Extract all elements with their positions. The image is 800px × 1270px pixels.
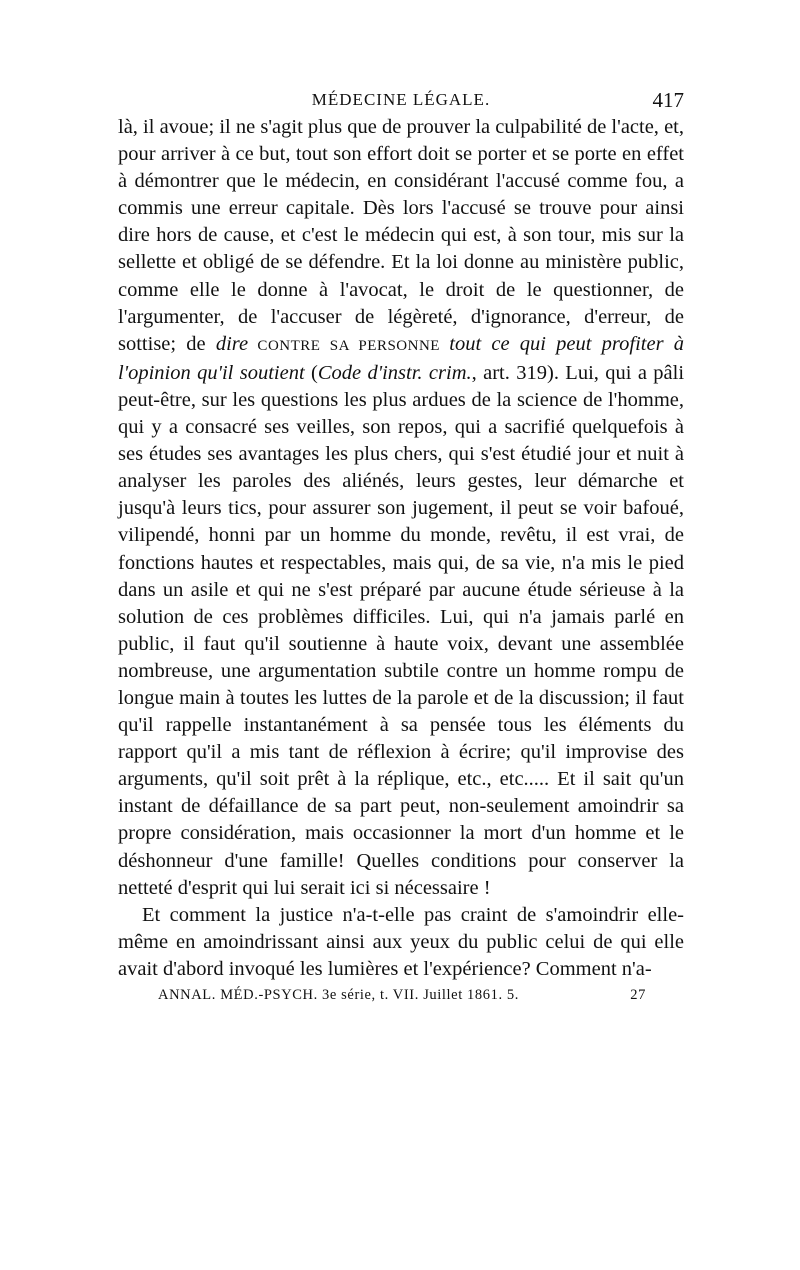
footer-signature (118, 987, 684, 1004)
p1-italic-code: Code d'instr. crim. (317, 361, 472, 384)
page-number: 417 (652, 88, 684, 112)
book-page (118, 78, 684, 1004)
p1-text-a: là, il avoue; il ne s'agit plus que de prouver la culpabilité de l'acte, et, pour arriver à ce but, tout son effort doit se porter et se porte en effet à démontrer que le médecin, en considérant l'accusé comme fou, a commis une erreur capitale. Dès lors l'accusé se trouve pour ainsi dire hors de cause, et c'est le médecin qui est, à son tour, mis sur la sellette et obligé de se défendre. Et la loi donne au ministère public, comme elle le donne à l'avocat, le droit de le questionner, de l'argumenter, de l'accuser de légèreté, d'ignorance, d'erreur, de sottise; de (118, 116, 684, 355)
sheet-number: 27 (630, 987, 646, 1003)
footer-signature-text: ANNAL. MÉD.-PSYCH. 3e série, t. VII. Juillet 1861. 5. (158, 987, 519, 1003)
paragraph-1 (118, 114, 684, 902)
paragraph-2: Et comment la justice n'a-t-elle pas craint de s'amoindrir elle-même en amoindrissant ainsi aux yeux du public celui de qui elle avait d'abord invoqué les lumières et l'expérience? Comment n'a- (118, 903, 684, 980)
p1-smallcaps: CONTRE SA PERSONNE (248, 337, 450, 354)
p1-italic-dire: dire (215, 332, 249, 355)
p1-italic-quote: tout ce qui peut profiter à l'opinion qu'il soutient (118, 332, 684, 384)
body-text (118, 114, 684, 983)
p1-text-b: ( (304, 361, 318, 384)
running-title: MÉDECINE LÉGALE. (311, 90, 491, 109)
running-head (118, 78, 684, 114)
p1-text-c: , art. 319). Lui, qui a pâli peut-être, sur les questions les plus ardues de la science de l'homme, qui y a consacré ses veilles, son repos, qui a sacrifié quelquefois à ses études ses avantages les plus chers, qui s'est étudié jour et nuit à analyser les paroles des aliénés, leurs gestes, leur démarche et jusqu'à leurs tics, pour assurer son jugement, il peut se voir bafoué, vilipendé, honni par un homme du monde, revêtu, il est vrai, de fonctions hautes et respectables, mais qui, de sa vie, n'a mis le pied dans un asile et qui ne s'est préparé par aucune étude sérieuse à la solution de ces problèmes difficiles. Lui, qui n'a jamais parlé en public, il faut qu'il soutienne à haute voix, devant une assemblée nombreuse, une argumentation subtile contre un homme rompu de longue main à toutes les luttes de la parole et de la discussion; il faut qu'il rappelle instantanément à sa pensée tous les éléments du rapport qu'il a mis tant de réflexion à écrire; qu'il improvise des arguments, qu'il soit prêt à la réplique, etc., etc..... Et il sait qu'un instant de défaillance de sa part peut, non-seulement amoindrir sa propre considération, mais occasionner la mort d'un homme et le déshonneur d'une famille! Quelles conditions pour conserver la netteté d'esprit qui lui serait ici si nécessaire ! (118, 361, 685, 899)
